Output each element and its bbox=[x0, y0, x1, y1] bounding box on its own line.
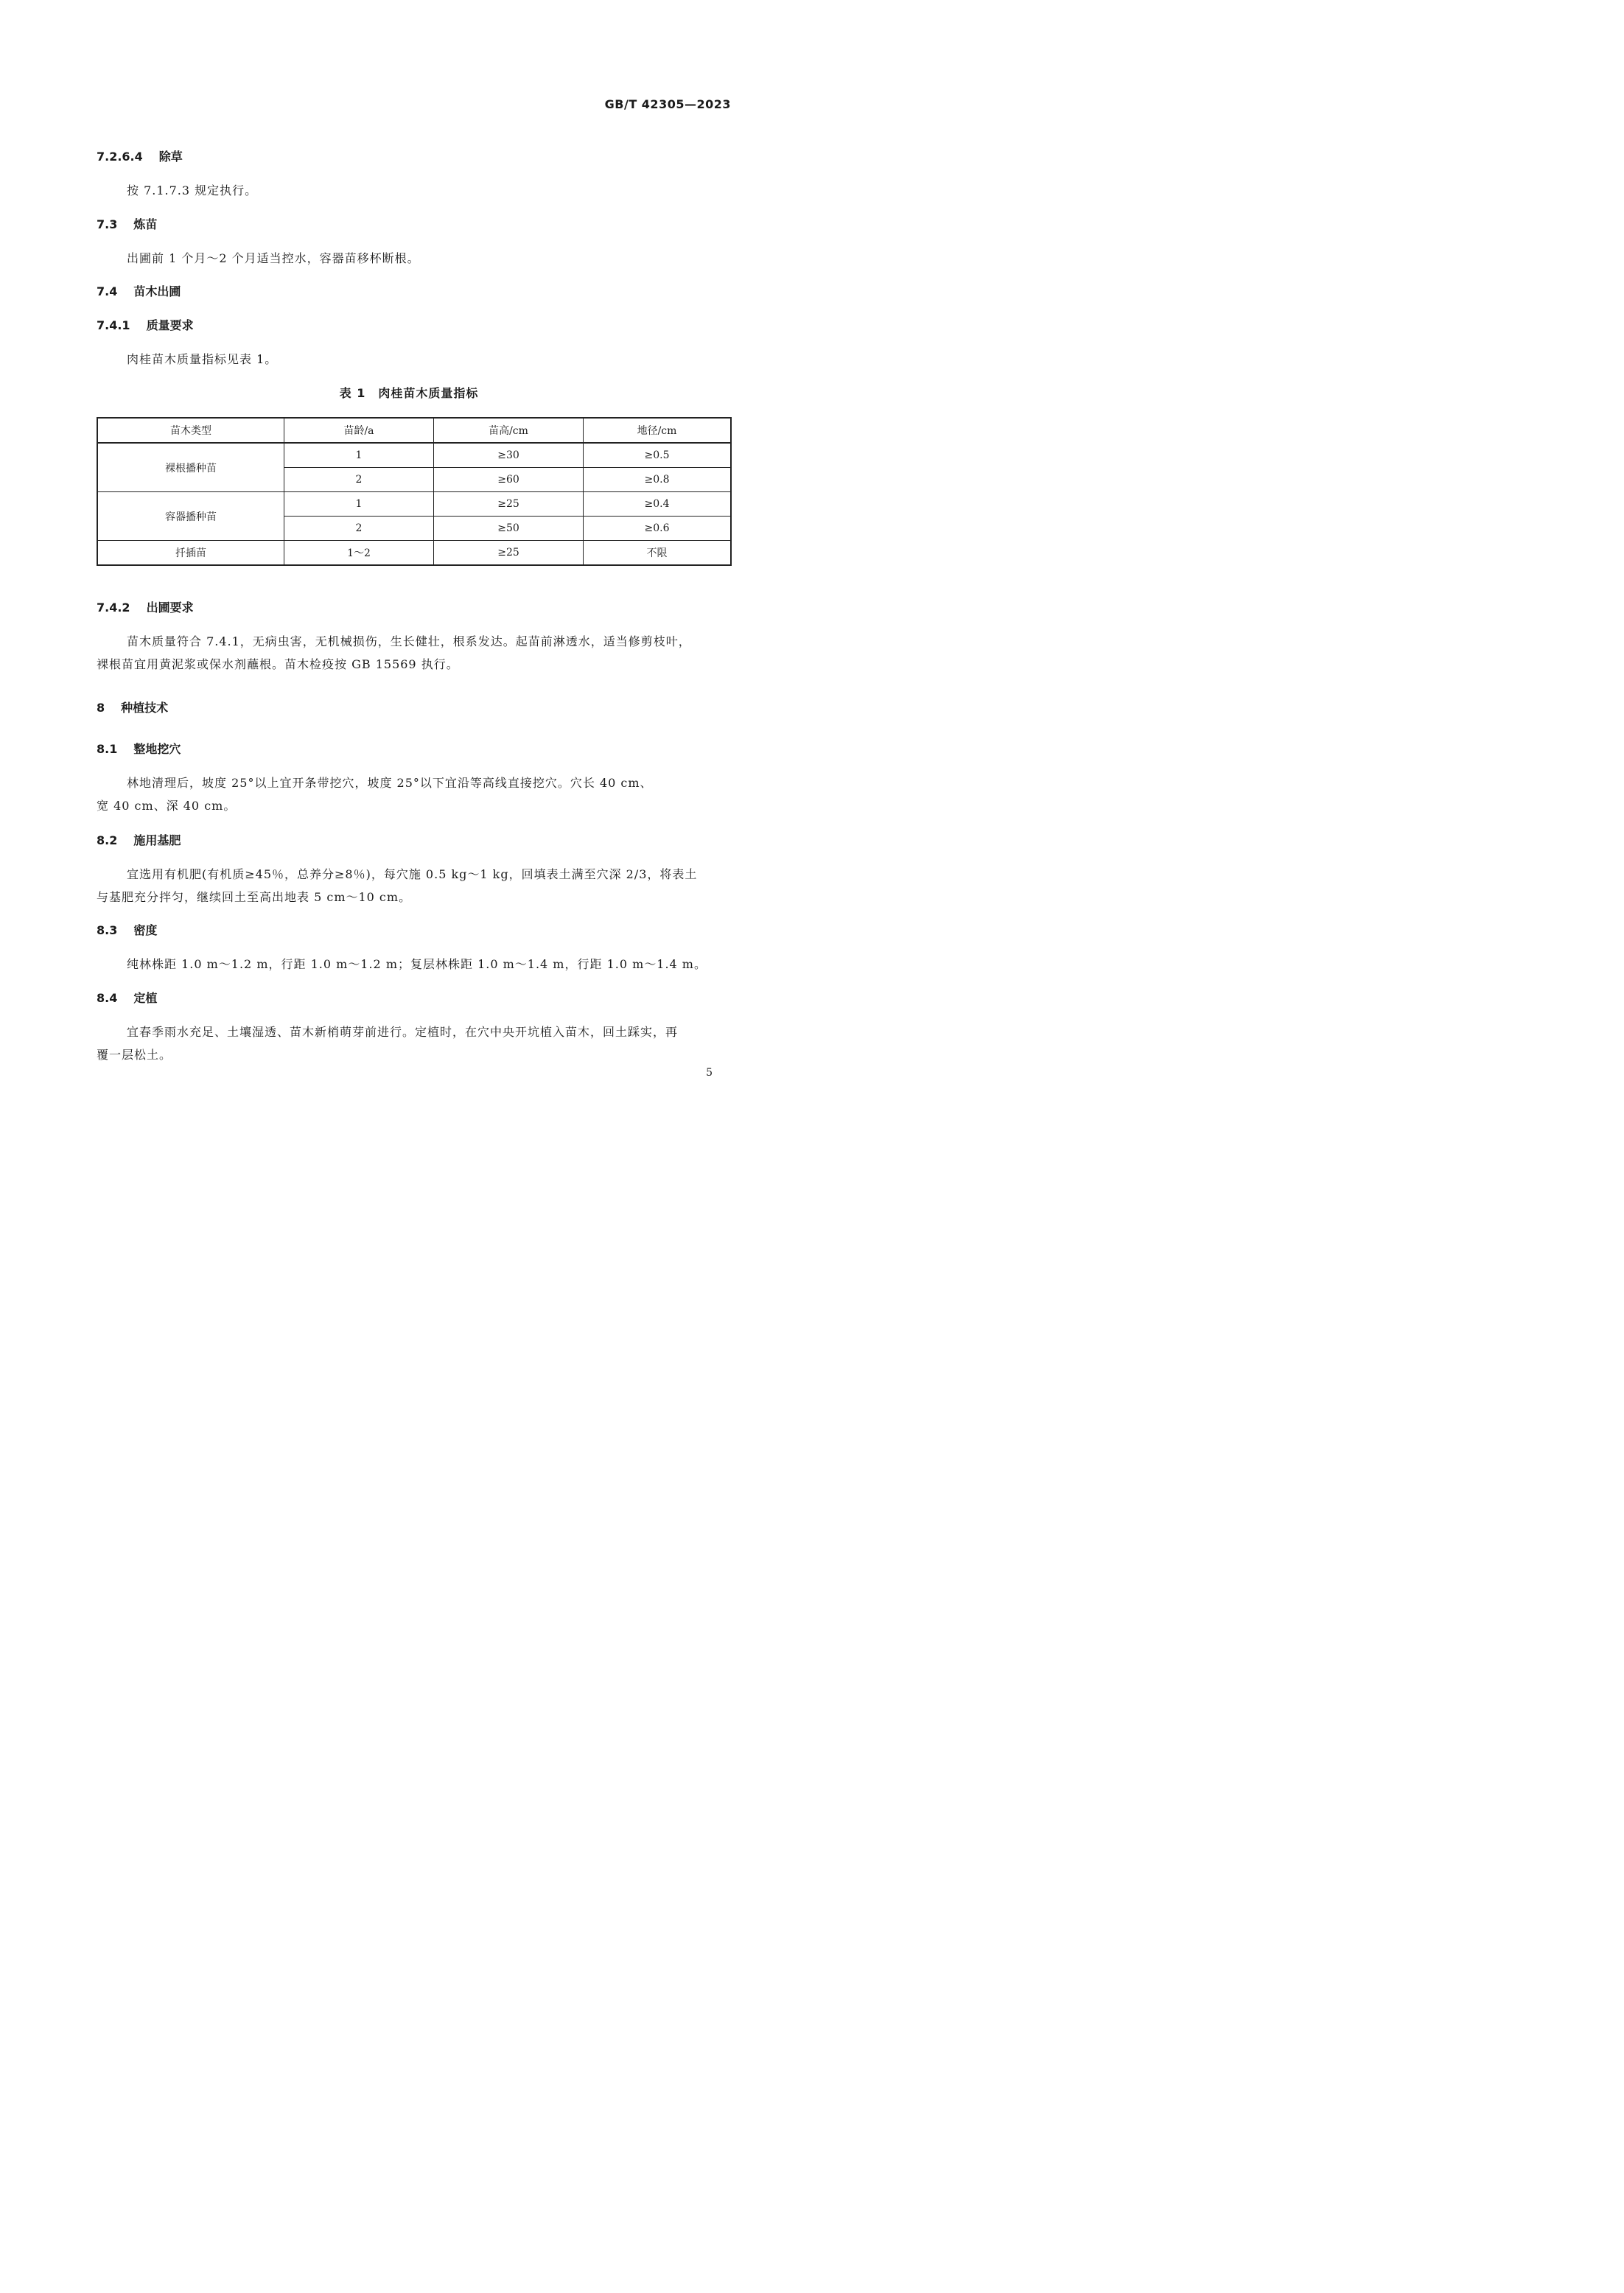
paragraph-7-4-2-line1: 苗木质量符合 7.4.1，无病虫害，无机械损伤，生长健壮，根系发达。起苗前淋透水，适当修剪枝叶， bbox=[127, 634, 691, 648]
table-header-cell: 苗龄/a bbox=[284, 418, 434, 443]
heading-title: 种植技术 bbox=[121, 701, 169, 715]
heading-title: 施用基肥 bbox=[133, 833, 181, 847]
paragraph-8-4-line1: 宜春季雨水充足、土壤湿透、苗木新梢萌芽前进行。定植时，在穴中央开坑植入苗木，回土踩实，再 bbox=[127, 1025, 679, 1039]
table-header-row bbox=[97, 418, 731, 443]
heading-title: 炼苗 bbox=[133, 217, 158, 231]
heading-7-4-1 bbox=[97, 316, 194, 333]
heading-7-4 bbox=[97, 282, 181, 299]
paragraph-7-3: 出圃前 1 个月～2 个月适当控水，容器苗移杯断根。 bbox=[127, 251, 420, 265]
heading-8-2 bbox=[97, 831, 181, 848]
table-cell-type: 扦插苗 bbox=[97, 541, 284, 566]
heading-number: 8.2 bbox=[97, 833, 118, 847]
table-caption: 表 1 肉桂苗木质量指标 bbox=[339, 386, 479, 400]
table-cell-height: ≥25 bbox=[434, 492, 584, 517]
paragraph-8-2-line1: 宜选用有机肥(有机质≥45％，总养分≥8％)，每穴施 0.5 kg～1 kg，回填表土满至穴深 2/3，将表土 bbox=[127, 867, 698, 881]
heading-7-4-2 bbox=[97, 598, 194, 615]
heading-8-1 bbox=[97, 740, 181, 757]
table-cell-type: 容器播种苗 bbox=[97, 492, 284, 541]
paragraph-8-1-line1: 林地清理后，坡度 25°以上宜开条带挖穴，坡度 25°以下宜沿等高线直接挖穴。穴长 40 cm、 bbox=[127, 776, 653, 790]
table-cell-diameter: ≥0.6 bbox=[584, 517, 732, 541]
table-row bbox=[97, 541, 731, 566]
table-cell-height: ≥25 bbox=[434, 541, 584, 566]
heading-title: 除草 bbox=[158, 150, 183, 164]
quality-table bbox=[97, 417, 732, 566]
table-header-cell: 苗高/cm bbox=[434, 418, 584, 443]
heading-8-3 bbox=[97, 921, 157, 938]
heading-number: 7.2.6.4 bbox=[97, 150, 143, 164]
page-number: 5 bbox=[706, 1067, 713, 1079]
table-cell-height: ≥30 bbox=[434, 443, 584, 468]
heading-title: 定植 bbox=[133, 991, 158, 1005]
paragraph-7-4-1: 肉桂苗木质量指标见表 1。 bbox=[127, 352, 278, 366]
table-cell-height: ≥50 bbox=[434, 517, 584, 541]
paragraph-8-3: 纯林株距 1.0 m～1.2 m，行距 1.0 m～1.2 m；复层林株距 1.0 m～1.4 m，行距 1.0 m～1.4 m。 bbox=[127, 957, 707, 971]
heading-number: 8 bbox=[97, 701, 105, 715]
heading-title: 质量要求 bbox=[146, 318, 194, 332]
heading-7-2-6-4 bbox=[97, 147, 183, 164]
table-cell-age: 1～2 bbox=[284, 541, 434, 566]
paragraph-8-4-line2: 覆一层松土。 bbox=[97, 1048, 172, 1062]
table-cell-diameter: ≥0.8 bbox=[584, 468, 732, 492]
heading-number: 8.4 bbox=[97, 991, 118, 1005]
table-cell-age: 1 bbox=[284, 492, 434, 517]
standard-number: GB/T 42305—2023 bbox=[604, 97, 731, 111]
table-cell-type: 裸根播种苗 bbox=[97, 443, 284, 492]
table-cell-age: 1 bbox=[284, 443, 434, 468]
heading-title: 出圃要求 bbox=[146, 601, 194, 615]
heading-number: 7.4.2 bbox=[97, 601, 130, 615]
paragraph-8-1-line2: 宽 40 cm、深 40 cm。 bbox=[97, 799, 237, 813]
table-header-cell: 苗木类型 bbox=[97, 418, 284, 443]
heading-number: 7.4 bbox=[97, 284, 118, 298]
heading-number: 7.3 bbox=[97, 217, 118, 231]
heading-title: 整地挖穴 bbox=[133, 742, 181, 756]
paragraph-7-4-2-line2: 裸根苗宜用黄泥浆或保水剂蘸根。苗木检疫按 GB 15569 执行。 bbox=[97, 657, 459, 671]
table-cell-diameter: ≥0.4 bbox=[584, 492, 732, 517]
table-row bbox=[97, 492, 731, 517]
table-cell-diameter: 不限 bbox=[584, 541, 732, 566]
heading-number: 7.4.1 bbox=[97, 318, 130, 332]
heading-title: 苗木出圃 bbox=[133, 284, 181, 298]
heading-7-3 bbox=[97, 215, 157, 232]
heading-number: 8.1 bbox=[97, 742, 118, 756]
table-cell-age: 2 bbox=[284, 468, 434, 492]
paragraph-8-2-line2: 与基肥充分拌匀，继续回土至高出地表 5 cm～10 cm。 bbox=[97, 890, 412, 904]
table-cell-height: ≥60 bbox=[434, 468, 584, 492]
heading-8 bbox=[97, 699, 168, 715]
paragraph-7-2-6-4: 按 7.1.7.3 规定执行。 bbox=[127, 183, 258, 197]
table-cell-diameter: ≥0.5 bbox=[584, 443, 732, 468]
heading-8-4 bbox=[97, 989, 157, 1006]
heading-title: 密度 bbox=[133, 923, 158, 937]
table-cell-age: 2 bbox=[284, 517, 434, 541]
table-header-cell: 地径/cm bbox=[584, 418, 732, 443]
heading-number: 8.3 bbox=[97, 923, 118, 937]
table-row bbox=[97, 443, 731, 468]
